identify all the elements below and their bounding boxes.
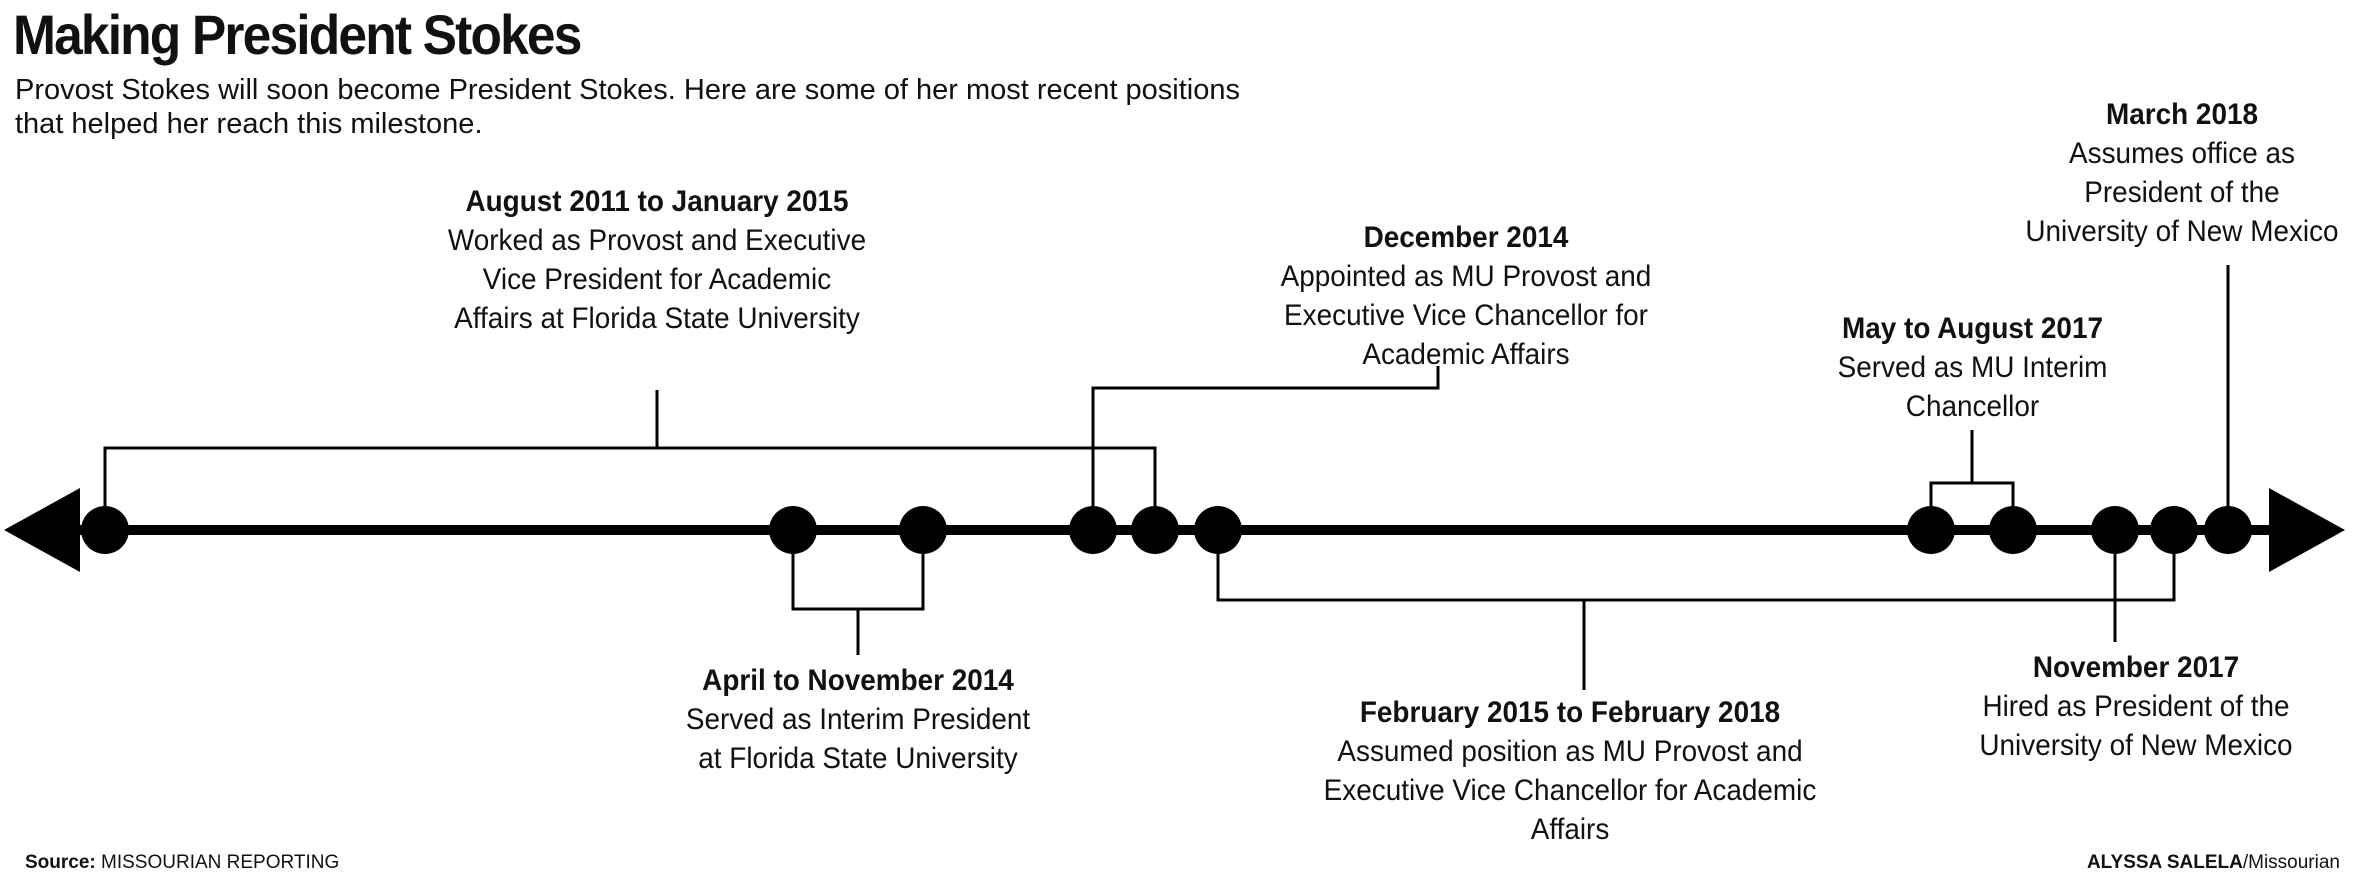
event-date: April to November 2014 bbox=[702, 664, 1014, 697]
timeline-dot-may-2017 bbox=[1907, 506, 1955, 554]
left-arrowhead bbox=[4, 488, 80, 572]
event-description: Assumed position as MU Provost and Executive Vice Chancellor for Academic Affairs bbox=[1323, 735, 1817, 846]
event-date: March 2018 bbox=[2106, 98, 2258, 131]
event-description: Served as MU Interim Chancellor bbox=[1837, 351, 2108, 423]
bracket-fsu-interim-president bbox=[793, 530, 923, 655]
credit-name: ALYSSA SALELA bbox=[2086, 852, 2243, 873]
bracket-fsu-provost bbox=[105, 390, 1155, 530]
source-line bbox=[25, 852, 339, 874]
event-unm-hired bbox=[1959, 648, 2312, 765]
timeline-dot-nov-2014 bbox=[899, 506, 947, 554]
event-date: May to August 2017 bbox=[1842, 312, 2103, 345]
event-description: Worked as Provost and Executive Vice President for Academic Affairs at Florida State University bbox=[447, 224, 867, 335]
timeline-dot-aug-2017 bbox=[1989, 506, 2037, 554]
timeline-dot-dec-2014 bbox=[1069, 506, 1117, 554]
event-date: December 2014 bbox=[1363, 221, 1569, 254]
event-fsu-interim-president bbox=[681, 661, 1034, 778]
event-description: Hired as President of the University of New Mexico bbox=[1979, 690, 2293, 762]
credit-line bbox=[2087, 852, 2340, 874]
page-title: Making President Stokes bbox=[13, 3, 581, 66]
page-subtitle: Provost Stokes will soon become President Stokes. Here are some of her most recent positions that helped her reach this milestone. bbox=[15, 74, 1241, 140]
timeline-dot-aug-2011 bbox=[81, 506, 129, 554]
event-description: Served as Interim President at Florida State University bbox=[685, 703, 1031, 775]
credit-org: /Missourian bbox=[2242, 852, 2340, 873]
timeline-dot-apr-2014 bbox=[769, 506, 817, 554]
event-mu-provost-appointed bbox=[1252, 218, 1680, 374]
event-unm-office bbox=[2025, 95, 2339, 251]
timeline-dot-feb-2015 bbox=[1194, 506, 1242, 554]
event-date: February 2015 to February 2018 bbox=[1359, 696, 1781, 729]
event-description: Assumes office as President of the University of New Mexico bbox=[2025, 137, 2339, 248]
event-mu-interim-chancellor bbox=[1812, 309, 2133, 426]
event-date: November 2017 bbox=[2032, 651, 2240, 684]
event-mu-provost-tenure bbox=[1310, 693, 1831, 849]
timeline-dot-mar-2018 bbox=[2204, 506, 2252, 554]
right-arrowhead bbox=[2269, 488, 2345, 572]
source-text: MISSOURIAN REPORTING bbox=[101, 852, 340, 873]
event-description: Appointed as MU Provost and Executive Vice Chancellor for Academic Affairs bbox=[1280, 260, 1652, 371]
source-label: Source: bbox=[25, 852, 96, 873]
timeline-dot-jan-2015 bbox=[1131, 506, 1179, 554]
timeline-dot-nov-2017 bbox=[2091, 506, 2139, 554]
event-date: August 2011 to January 2015 bbox=[465, 185, 849, 218]
event-fsu-provost bbox=[446, 182, 868, 338]
timeline-dot-feb-2018 bbox=[2150, 506, 2198, 554]
